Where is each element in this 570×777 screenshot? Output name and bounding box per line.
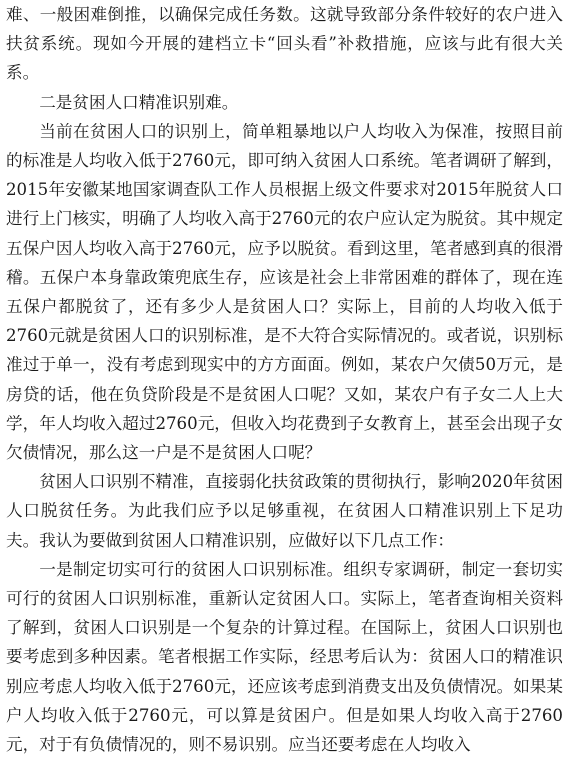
- paragraph-recommendation: 一是制定切实可行的贫困人口识别标准。组织专家调研，制定一套切实可行的贫困人口识别标准，重新认定贫困人口。实际上，笔者查询相关资料了解到，贫困人口识别是一个复杂的计算过程。在国际上，贫困人口识别也要考虑到多种因素。笔者根据工作实际，经思考后认为：贫困人口的精准识别应考虑人均收入低于2760元，还应该考虑到消费支出及负债情况。如果某户人均收入低于2760元，可以算是贫困户。但是如果人均收入高于2760元，对于有负债情况的，则不易识别。应当还要考虑在人均收入: [6, 559, 563, 755]
- paragraph-identification-issue: 当前在贫困人口的识别上，简单粗暴地以户人均收入为保准，按照目前的标准是人均收入低于2760元，即可纳入贫困人口系统。笔者调研了解到，2015年安徽某地国家调查队工作人员根据上级文件要求对2015年脱贫人口进行上门核实，明确了人均收入高于2760元的农户应认定为脱贫。其中规定五保户因人均收入高于2760元，应予以脱贫。看到这里，笔者感到真的很滑稽。五保户本身靠政策兜底生存，应该是社会上非常困难的群体了，现在连五保户都脱贫了，还有多少人是贫困人口？实际上，目前的人均收入低于2760元就是贫困人口的识别标准，是不大符合实际情况的。或者说，识别标准过于单一，没有考虑到现实中的方方面面。例如，某农户欠债50万元，是房贷的话，他在负贷阶段是不是贫困人口呢？又如，某农户有子女二人上大学，年人均收入超过2760元，但收入均花费到子女教育上，甚至会出现子女欠债情况，那么这一户是不是贫困人口呢？: [6, 121, 563, 463]
- paragraph-continuation: 难、一般困难倒推，以确保完成任务数。这就导致部分条件较好的农户进入扶贫系统。现如今开展的建档立卡“回头看”补救措施，应该与此有很大关系。: [6, 5, 563, 83]
- section-heading: 二是贫困人口精准识别难。: [39, 92, 239, 112]
- document-page: [6, 0, 563, 777]
- paragraph-consequence: 贫困人口识别不精准，直接弱化扶贫政策的贯彻执行，影响2020年贫困人口脱贫任务。为此我们应予以足够重视，在贫困人口精准识别上下足功夫。我认为要做到贫困人口精准识别，应做好以下几点工作：: [6, 472, 563, 550]
